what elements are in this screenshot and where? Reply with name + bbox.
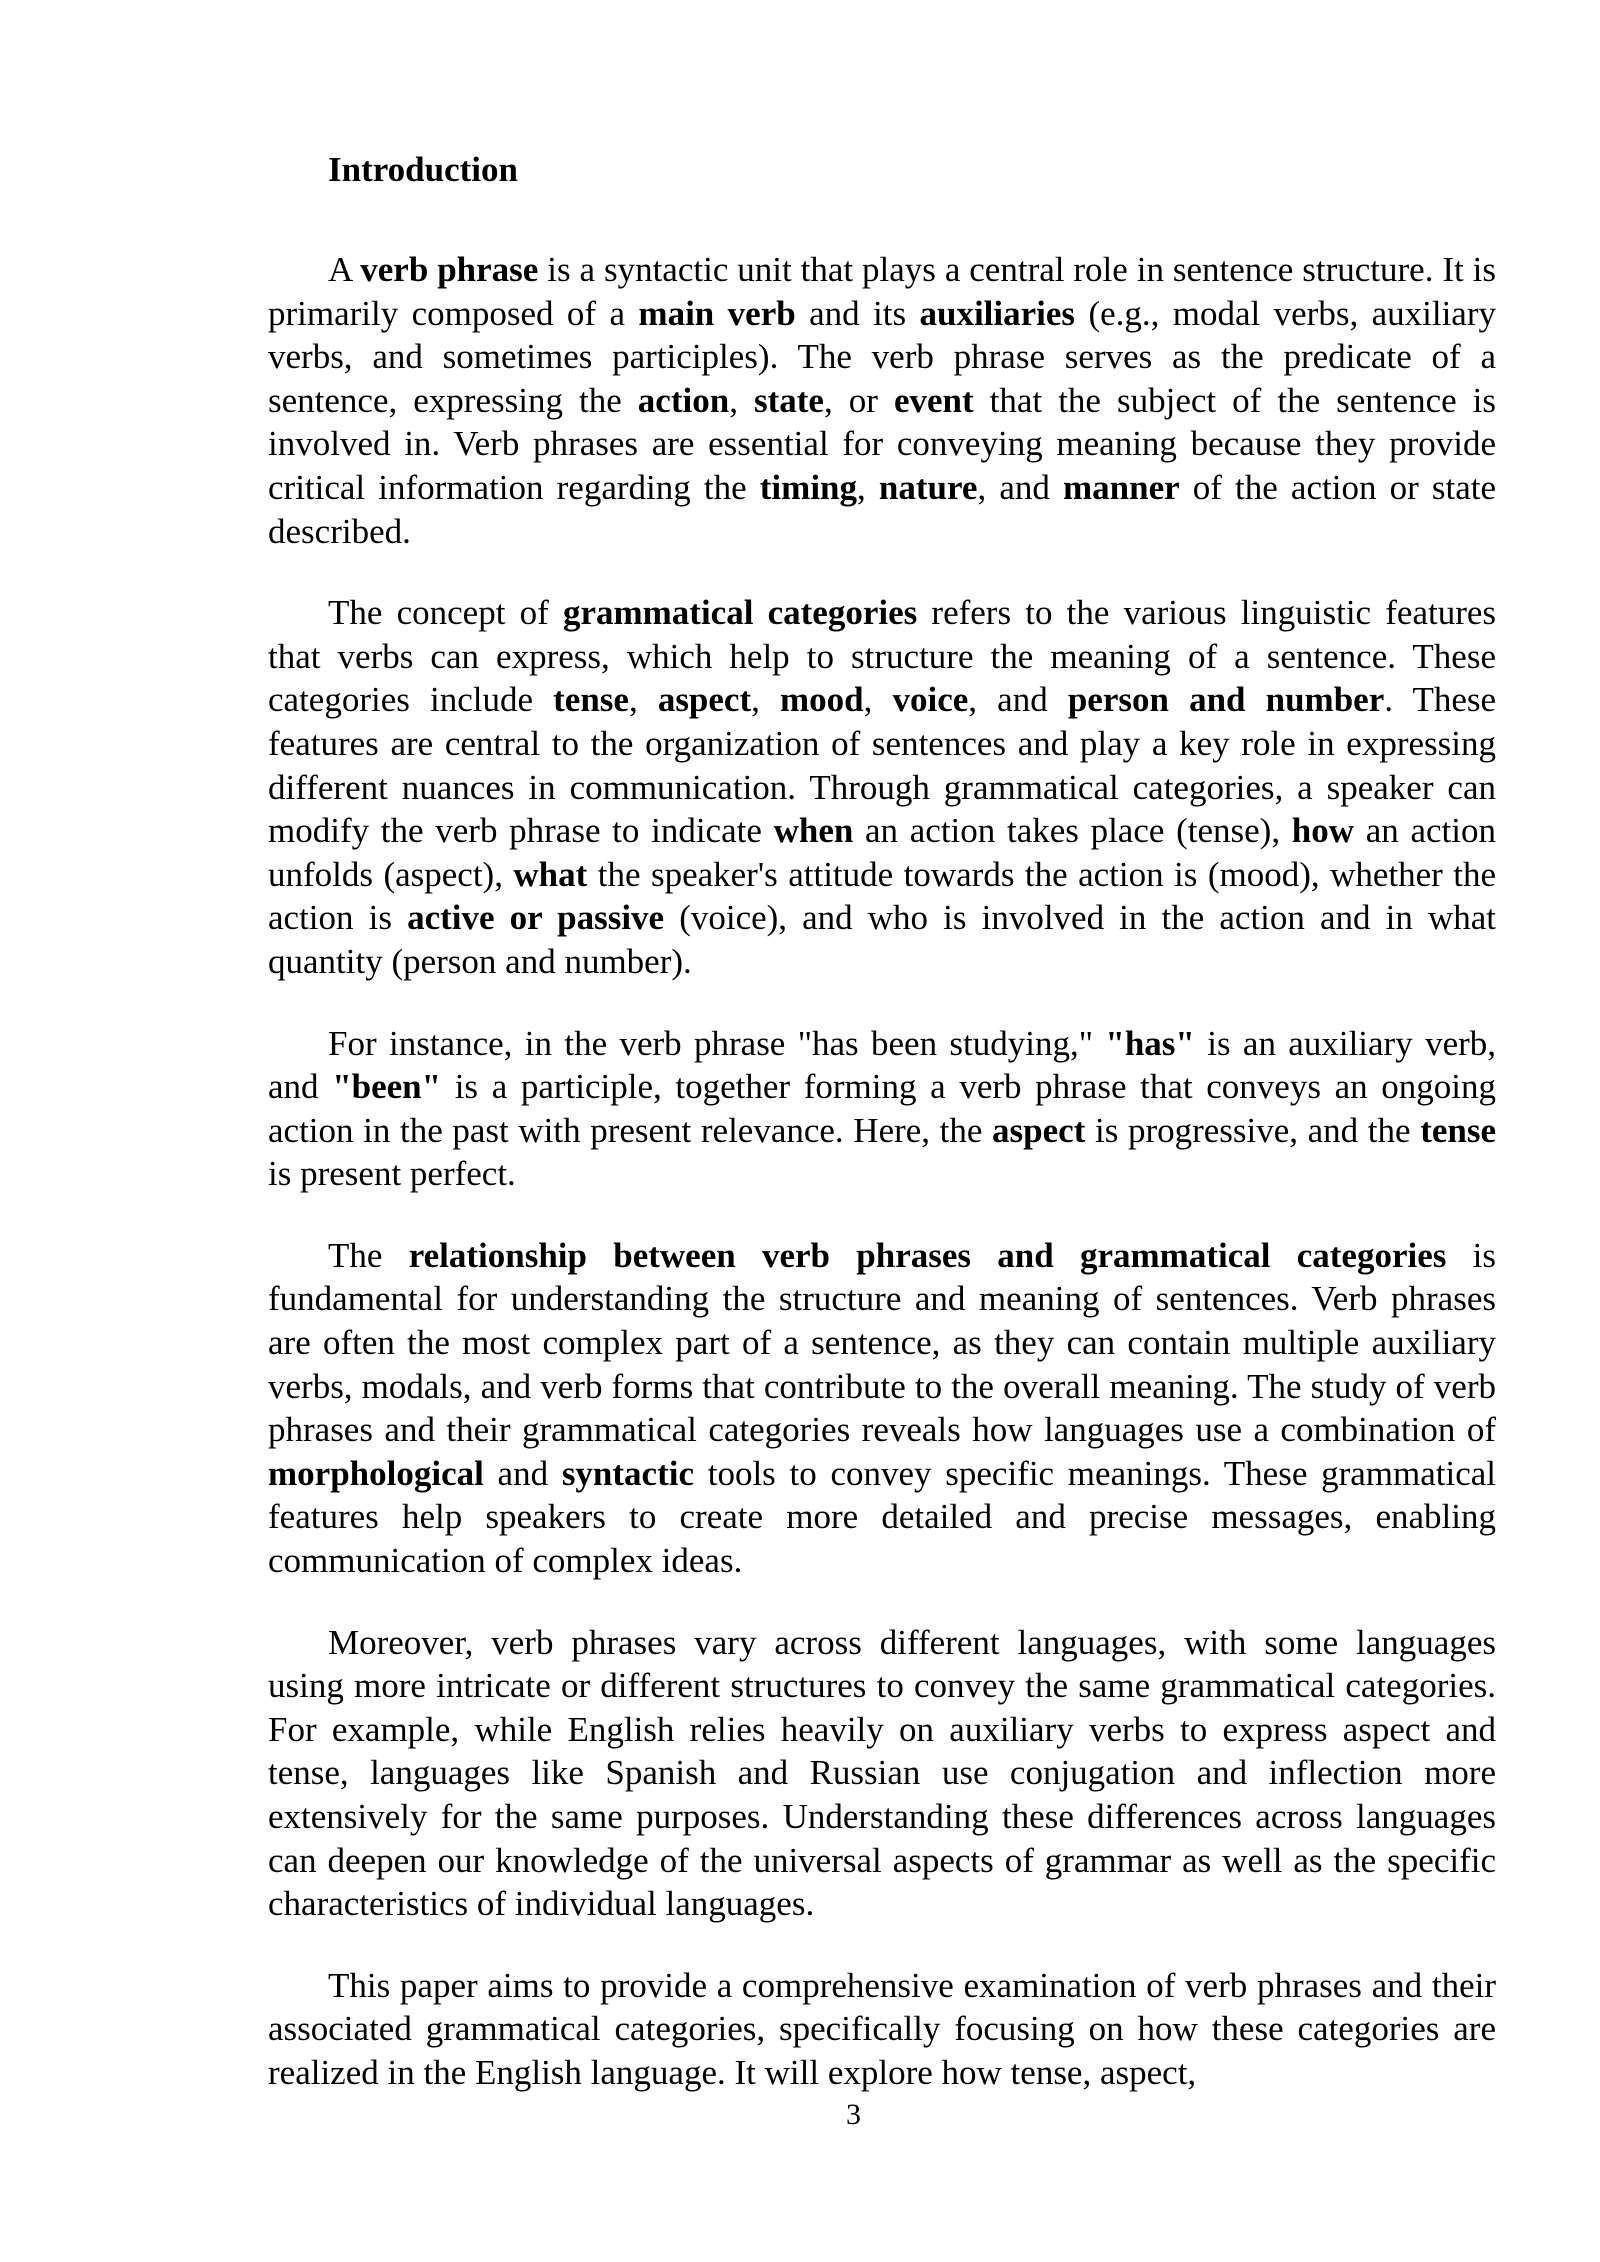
bold-term: main verb [638,293,796,333]
bold-term: "been" [332,1067,442,1107]
bold-term: action [637,380,730,420]
bold-term: syntactic [561,1453,695,1493]
bold-term: tense [1420,1110,1496,1150]
text-run: For instance, in the verb phrase "has been studying," [328,1023,1106,1063]
bold-term: aspect [992,1110,1086,1150]
text-run: , [863,680,893,720]
section-heading: Introduction [328,150,518,189]
text-run: (voice), and who is involved in the action and in what quantity (person and number). [268,898,1496,981]
bold-term: auxiliaries [919,293,1076,333]
text-run: A [328,250,361,289]
paragraph [268,1234,1496,1583]
text-run: an action takes place (tense), [853,811,1292,851]
text-run: , [751,680,780,720]
bold-term: active or passive [407,898,665,938]
text-run: tools to convey specific meanings. These grammatical features help speakers to create more detailed and precise messages, enabling communication of complex ideas. [268,1453,1496,1581]
body-text [268,248,1496,2095]
text-run: the speaker's attitude towards the action is (mood), whether the action is [268,854,1496,938]
page-number: 3 [846,2098,861,2131]
bold-term: mood [780,680,864,720]
bold-term: morphological [268,1453,484,1493]
text-run: , and [977,467,1063,507]
text-run: is progressive, and the [1085,1110,1421,1150]
text-run: , [729,380,754,420]
text-run: (e.g., modal verbs, auxiliary verbs, and sometimes participles). The verb phrase serves as the predicate of a sentence, expressing the [268,293,1496,420]
document-page [268,148,1496,2133]
text-run: . These features are central to the organization of sentences and play a key role in expressing different nuances in communication. Through grammatical categories, a speaker can modify the verb phrase to indicate [268,680,1497,851]
text-run: an action unfolds (aspect), [268,811,1496,894]
paragraph [268,1964,1496,2095]
paragraph [268,1621,1496,1926]
text-run: refers to the various linguistic features that verbs can express, which help to structure the meaning of a sentence. These categories include [268,593,1497,720]
bold-term: "has" [1105,1023,1195,1063]
bold-term: grammatical categories [562,593,918,633]
bold-term: nature [878,467,978,507]
bold-term: voice [892,680,969,720]
text-run: The [328,1235,409,1275]
text-run: is a syntactic unit that plays a central role in sentence structure. It is primarily composed of a [268,250,1497,333]
text-run: that the subject of the sentence is involved in. Verb phrases are essential for conveying meaning because they provide critical information regarding the [268,380,1497,507]
bold-term: timing [759,467,858,507]
bold-term: what [513,854,588,894]
text-run: and its [795,293,920,333]
paragraph [268,1022,1496,1196]
text-run: This paper aims to provide a comprehensive examination of verb phrases and their associated grammatical categories, specifically focusing on how these categories are realized in the English language. It will explore how tense, aspect, [268,1965,1496,2092]
text-run: , and [968,680,1068,720]
paragraph [268,248,1496,553]
bold-term: event [893,380,974,420]
bold-term: when [773,811,854,851]
paragraph [268,591,1496,983]
bold-term: aspect [657,680,752,720]
text-run: , [628,680,658,720]
text-run: Moreover, verb phrases vary across different languages, with some languages using more intricate or different structures to convey the same grammatical categories. For example, while English relies heavily on auxiliary verbs to express aspect and tense, languages like Spanish and Russian use conjugation and inflection more extensively for the same purposes. Understanding these differences across languages can deepen our knowledge of the universal aspects of grammar as well as the specific characteristics of individual languages. [268,1622,1496,1924]
text-run: and [483,1453,562,1493]
bold-term: person and number [1067,680,1385,720]
bold-term: how [1291,811,1355,851]
text-run: , [857,467,879,507]
bold-term: relationship between verb phrases and grammatical categories [408,1235,1447,1275]
bold-term: tense [553,680,629,720]
text-run: is an auxiliary verb, and [268,1023,1497,1107]
bold-term: manner [1062,467,1180,507]
text-run: is fundamental for understanding the structure and meaning of sentences. Verb phrases are often the most complex part of a sentence, as they can contain multiple auxiliary verbs, modals, and verb forms that contribute to the overall meaning. The study of verb phrases and their grammatical categories reveals how languages use a combination of [268,1235,1496,1450]
bold-term: verb phrase [360,250,539,289]
text-run: The concept of [328,593,563,633]
text-run: is present perfect. [268,1154,516,1194]
text-run: of the action or state described. [268,467,1497,551]
bold-term: state [753,380,824,420]
text-run: , or [823,380,894,420]
text-run: is a participle, together forming a verb phrase that conveys an ongoing action in the past with present relevance. Here, the [268,1067,1496,1150]
